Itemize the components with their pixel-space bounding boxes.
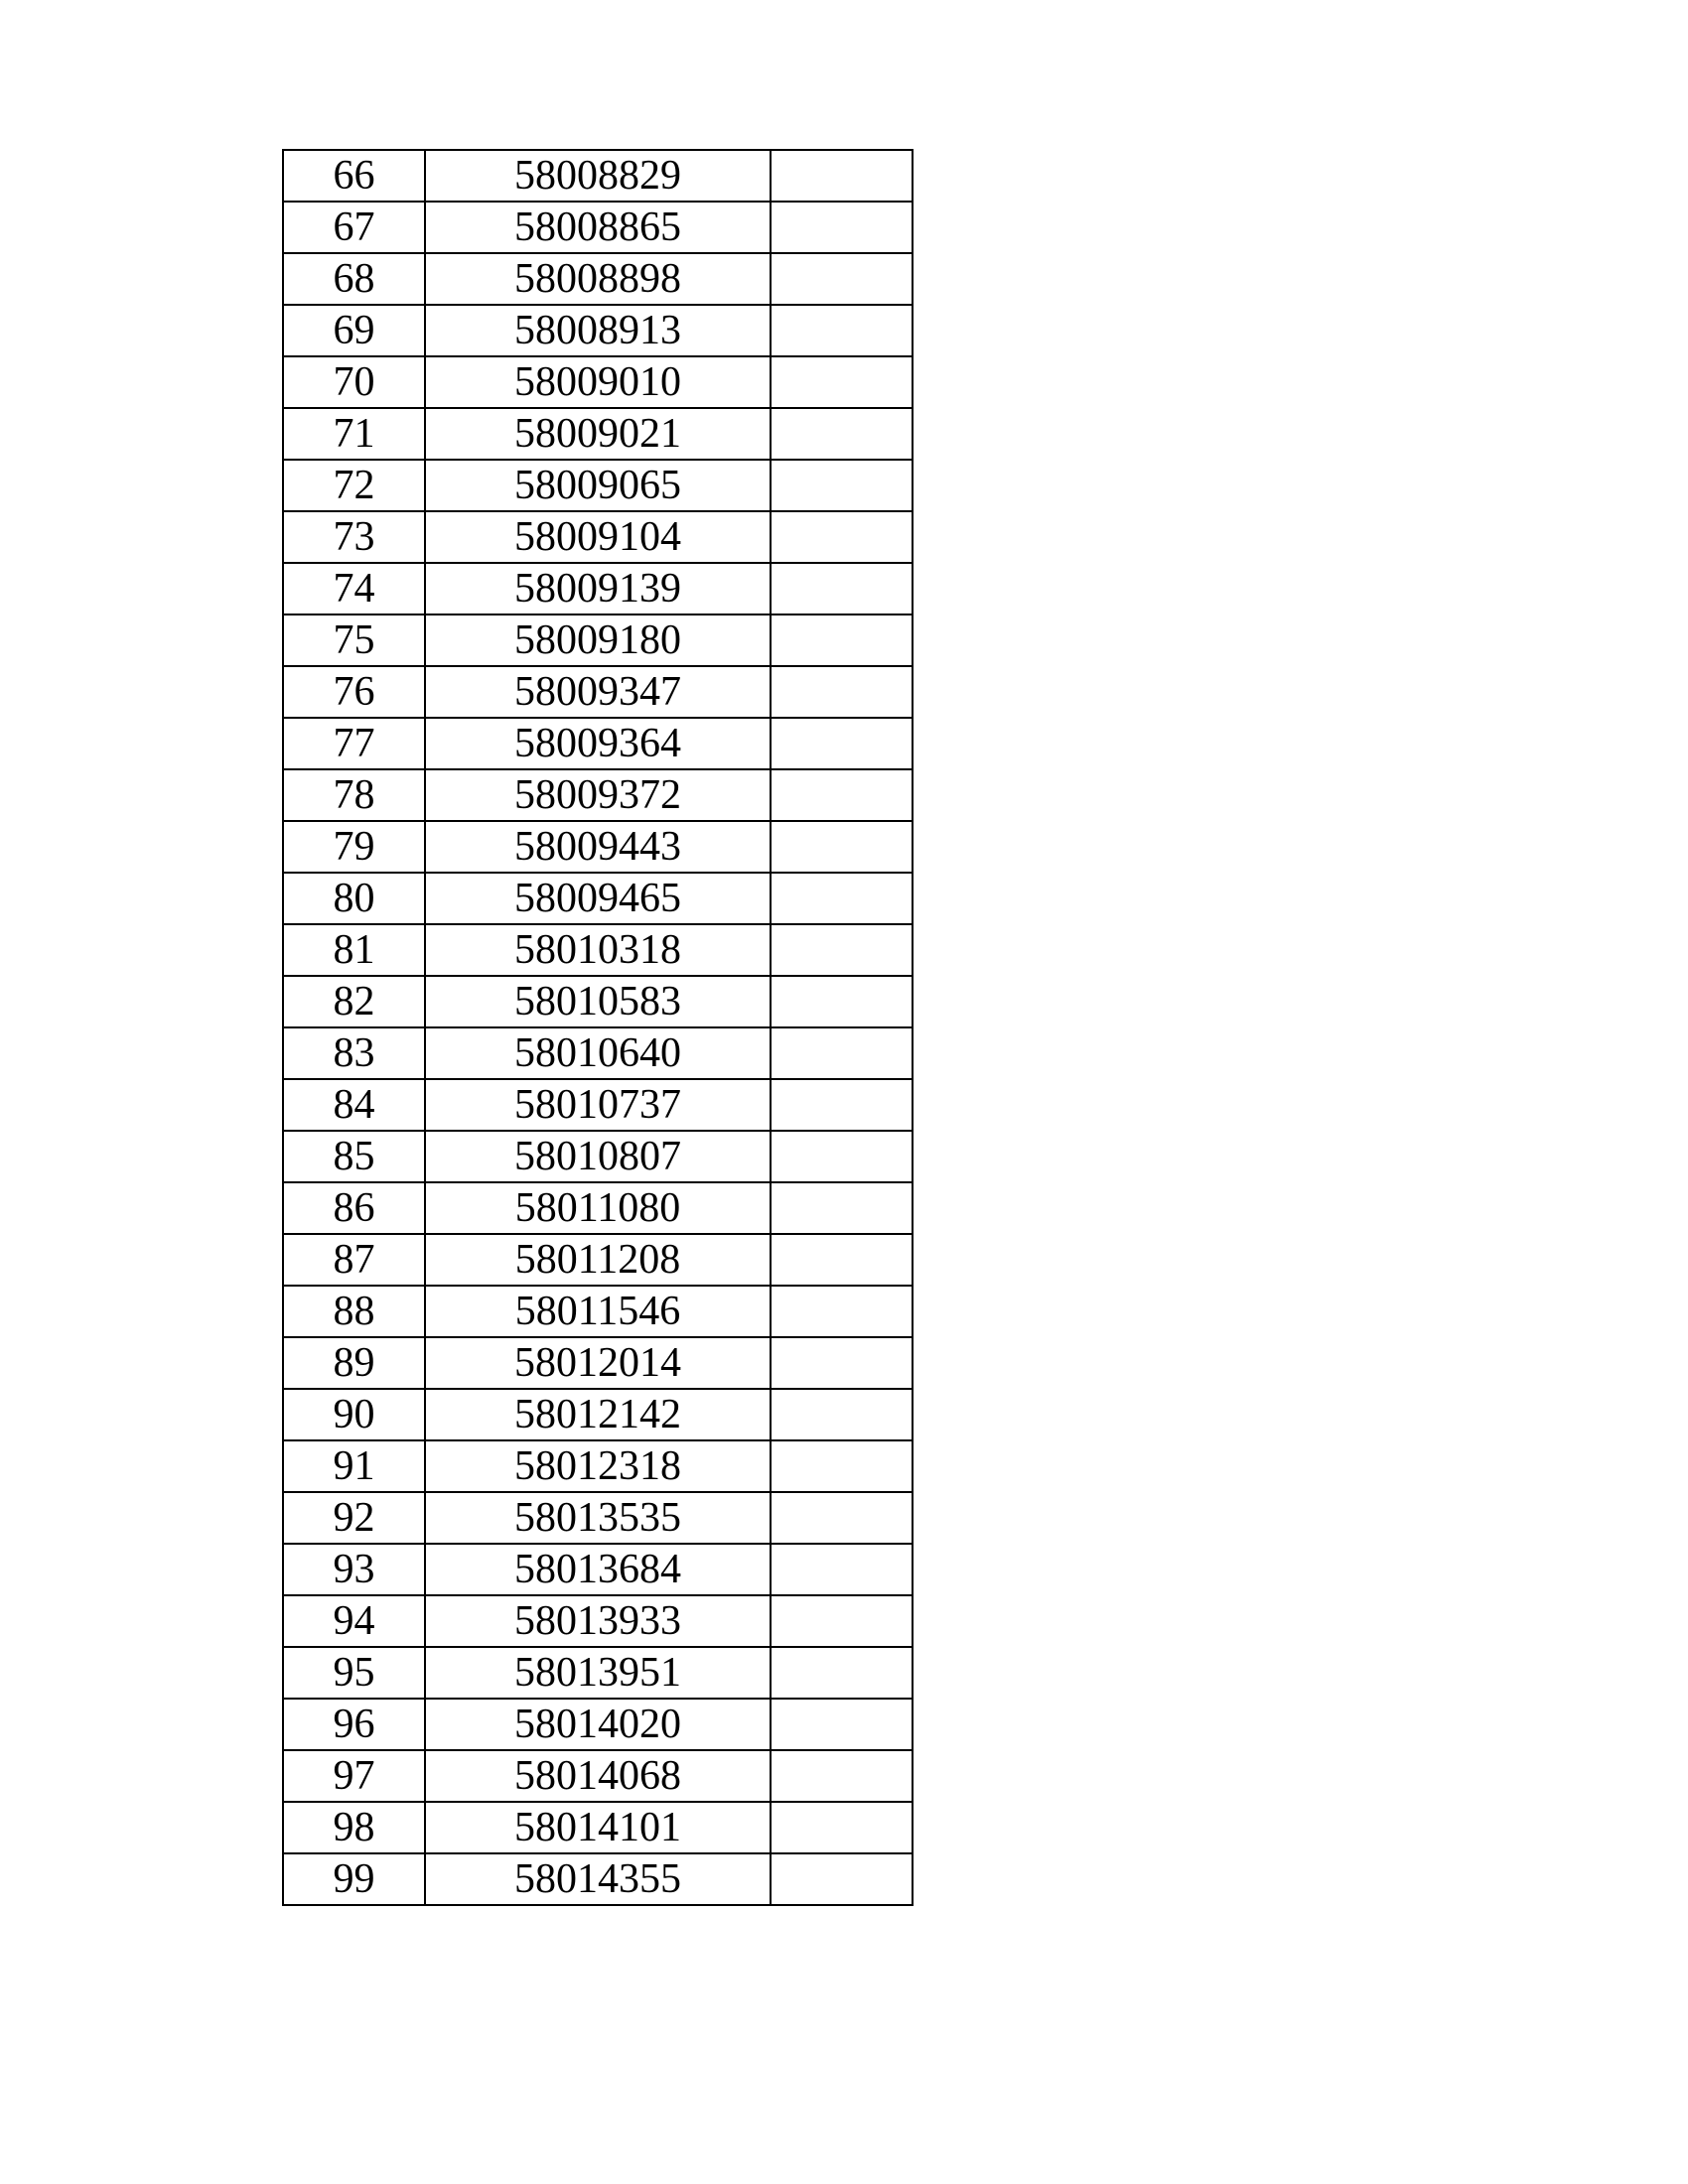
row-number-cell: 83 — [283, 1027, 425, 1079]
code-cell: 58011080 — [425, 1182, 771, 1234]
code-cell: 58013933 — [425, 1595, 771, 1647]
code-cell: 58009139 — [425, 563, 771, 614]
blank-cell — [771, 1440, 913, 1492]
code-cell: 58008913 — [425, 305, 771, 356]
code-cell: 58009065 — [425, 460, 771, 511]
row-number-cell: 66 — [283, 150, 425, 202]
code-cell: 58014068 — [425, 1750, 771, 1802]
blank-cell — [771, 614, 913, 666]
row-number-cell: 79 — [283, 821, 425, 873]
code-cell: 58012142 — [425, 1389, 771, 1440]
row-number-cell: 90 — [283, 1389, 425, 1440]
blank-cell — [771, 1079, 913, 1131]
row-number-cell: 80 — [283, 873, 425, 924]
table-row — [283, 408, 913, 460]
code-cell: 58010807 — [425, 1131, 771, 1182]
table-row — [283, 1440, 913, 1492]
table-row — [283, 202, 913, 253]
data-table — [282, 149, 914, 1906]
row-number-cell: 78 — [283, 769, 425, 821]
table-row — [283, 356, 913, 408]
blank-cell — [771, 1647, 913, 1699]
code-cell: 58012014 — [425, 1337, 771, 1389]
table-row — [283, 976, 913, 1027]
row-number-cell: 82 — [283, 976, 425, 1027]
row-number-cell: 85 — [283, 1131, 425, 1182]
table-row — [283, 1389, 913, 1440]
row-number-cell: 99 — [283, 1853, 425, 1905]
table-row — [283, 1286, 913, 1337]
code-cell: 58009010 — [425, 356, 771, 408]
row-number-cell: 94 — [283, 1595, 425, 1647]
code-cell: 58009364 — [425, 718, 771, 769]
table-row — [283, 666, 913, 718]
code-cell: 58008829 — [425, 150, 771, 202]
row-number-cell: 97 — [283, 1750, 425, 1802]
row-number-cell: 96 — [283, 1699, 425, 1750]
table-row — [283, 1802, 913, 1853]
table-row — [283, 718, 913, 769]
row-number-cell: 84 — [283, 1079, 425, 1131]
row-number-cell: 87 — [283, 1234, 425, 1286]
table-row — [283, 924, 913, 976]
blank-cell — [771, 1182, 913, 1234]
table-row — [283, 873, 913, 924]
code-cell: 58013535 — [425, 1492, 771, 1544]
blank-cell — [771, 769, 913, 821]
blank-cell — [771, 511, 913, 563]
table-row — [283, 1544, 913, 1595]
row-number-cell: 75 — [283, 614, 425, 666]
table-row — [283, 1492, 913, 1544]
row-number-cell: 91 — [283, 1440, 425, 1492]
row-number-cell: 69 — [283, 305, 425, 356]
table-row — [283, 1131, 913, 1182]
code-cell: 58009443 — [425, 821, 771, 873]
row-number-cell: 71 — [283, 408, 425, 460]
row-number-cell: 95 — [283, 1647, 425, 1699]
row-number-cell: 73 — [283, 511, 425, 563]
table-row — [283, 1595, 913, 1647]
row-number-cell: 68 — [283, 253, 425, 305]
row-number-cell: 89 — [283, 1337, 425, 1389]
row-number-cell: 76 — [283, 666, 425, 718]
blank-cell — [771, 1234, 913, 1286]
blank-cell — [771, 924, 913, 976]
row-number-cell: 72 — [283, 460, 425, 511]
table-row — [283, 1027, 913, 1079]
blank-cell — [771, 1595, 913, 1647]
row-number-cell: 88 — [283, 1286, 425, 1337]
blank-cell — [771, 1750, 913, 1802]
code-cell: 58011208 — [425, 1234, 771, 1286]
table-row — [283, 150, 913, 202]
table-row — [283, 1647, 913, 1699]
table-row — [283, 1699, 913, 1750]
code-cell: 58010737 — [425, 1079, 771, 1131]
table-row — [283, 1234, 913, 1286]
code-cell: 58009347 — [425, 666, 771, 718]
table-row — [283, 305, 913, 356]
blank-cell — [771, 1337, 913, 1389]
blank-cell — [771, 1286, 913, 1337]
code-cell: 58009465 — [425, 873, 771, 924]
code-cell: 58013951 — [425, 1647, 771, 1699]
table-row — [283, 1853, 913, 1905]
blank-cell — [771, 253, 913, 305]
row-number-cell: 77 — [283, 718, 425, 769]
row-number-cell: 93 — [283, 1544, 425, 1595]
code-cell: 58014020 — [425, 1699, 771, 1750]
blank-cell — [771, 150, 913, 202]
row-number-cell: 70 — [283, 356, 425, 408]
row-number-cell: 92 — [283, 1492, 425, 1544]
blank-cell — [771, 1027, 913, 1079]
code-cell: 58014101 — [425, 1802, 771, 1853]
table-body — [283, 150, 913, 1905]
row-number-cell: 86 — [283, 1182, 425, 1234]
blank-cell — [771, 460, 913, 511]
blank-cell — [771, 976, 913, 1027]
row-number-cell: 81 — [283, 924, 425, 976]
blank-cell — [771, 202, 913, 253]
table-row — [283, 1079, 913, 1131]
code-cell: 58010318 — [425, 924, 771, 976]
code-cell: 58008898 — [425, 253, 771, 305]
table-row — [283, 253, 913, 305]
code-cell: 58009372 — [425, 769, 771, 821]
table-row — [283, 563, 913, 614]
blank-cell — [771, 873, 913, 924]
row-number-cell: 67 — [283, 202, 425, 253]
blank-cell — [771, 305, 913, 356]
blank-cell — [771, 718, 913, 769]
row-number-cell: 98 — [283, 1802, 425, 1853]
code-cell: 58009104 — [425, 511, 771, 563]
blank-cell — [771, 1492, 913, 1544]
blank-cell — [771, 1544, 913, 1595]
table-row — [283, 769, 913, 821]
blank-cell — [771, 1853, 913, 1905]
code-cell: 58014355 — [425, 1853, 771, 1905]
table-row — [283, 511, 913, 563]
code-cell: 58010640 — [425, 1027, 771, 1079]
table-row — [283, 821, 913, 873]
blank-cell — [771, 666, 913, 718]
code-cell: 58012318 — [425, 1440, 771, 1492]
code-cell: 58013684 — [425, 1544, 771, 1595]
table-row — [283, 460, 913, 511]
blank-cell — [771, 563, 913, 614]
table-row — [283, 1750, 913, 1802]
code-cell: 58009180 — [425, 614, 771, 666]
code-cell: 58011546 — [425, 1286, 771, 1337]
row-number-cell: 74 — [283, 563, 425, 614]
table-row — [283, 1182, 913, 1234]
blank-cell — [771, 408, 913, 460]
blank-cell — [771, 1699, 913, 1750]
code-cell: 58009021 — [425, 408, 771, 460]
code-cell: 58010583 — [425, 976, 771, 1027]
blank-cell — [771, 821, 913, 873]
table-row — [283, 614, 913, 666]
blank-cell — [771, 356, 913, 408]
code-cell: 58008865 — [425, 202, 771, 253]
blank-cell — [771, 1802, 913, 1853]
blank-cell — [771, 1131, 913, 1182]
blank-cell — [771, 1389, 913, 1440]
table-row — [283, 1337, 913, 1389]
